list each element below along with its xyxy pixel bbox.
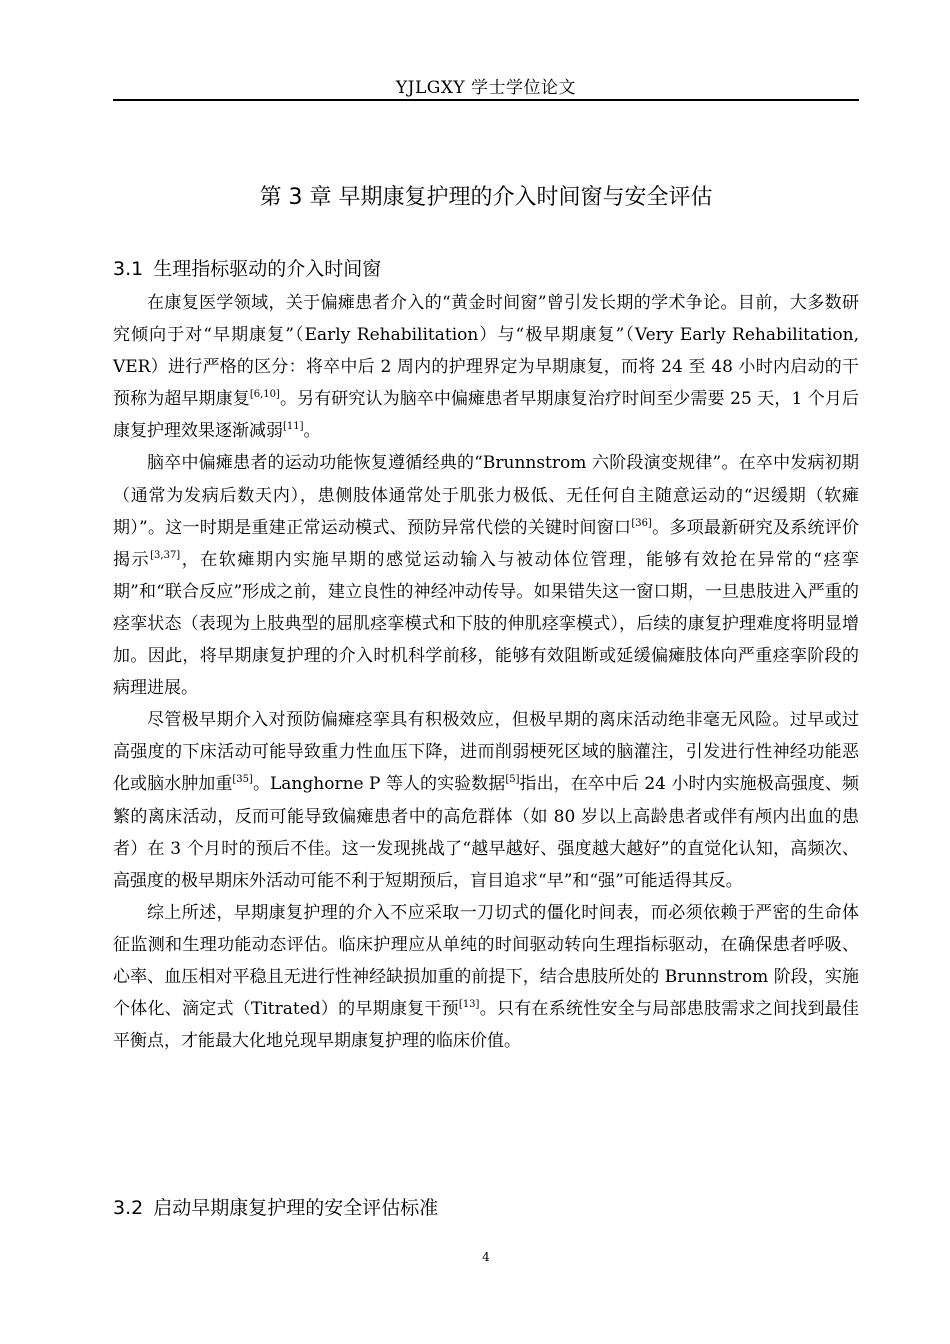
citation: [35] [232, 774, 253, 786]
paragraph-text: 尽管极早期介入对预防偏瘫痉挛具有积极效应，但极早期的离床活动绝非毫无风险。过早或过高强度的下床活动可能导致重力性血压下降，进而削弱梗死区域的脑灌注，引发进行性神经功能恶化或脑水肿加重 [113, 710, 859, 795]
paragraph-text: 。多项最新研究及系统评价揭示 [113, 517, 859, 570]
paragraph [113, 897, 859, 1057]
citation: [13] [458, 999, 480, 1011]
paragraph-text: 。另有研究认为脑卒中偏瘫患者早期康复治疗时间至少需要 25 天，1 个月后康复护理效果逐渐减弱 [113, 389, 859, 442]
paragraph-text: 。 [303, 421, 321, 442]
paragraph-text: 。Langhorne P 等人的实验数据 [252, 774, 506, 795]
citation: [5] [505, 774, 520, 786]
section-title: 启动早期康复护理的安全评估标准 [153, 1197, 439, 1219]
section-heading-3-2 [113, 1193, 859, 1220]
section-heading-3-1 [113, 254, 859, 281]
citation: [6,10] [249, 389, 280, 401]
paragraph-text: ，在软瘫期内实施早期的感觉运动输入与被动体位管理，能够有效抢在异常的“痉挛期”和“联合反应”形成之前，建立良性的神经冲动传导。如果错失这一窗口期，一旦患肢进入严重的痉挛状态（表现为上肢典型的屈肌痉挛模式和下肢的伸肌痉挛模式），后续的康复护理难度将明显增加。因此，将早期康复护理的介入时机科学前移，能够有效阻断或延缓偏瘫肢体向严重痉挛阶段的病理进展。 [113, 549, 859, 699]
page-number: 4 [482, 1250, 490, 1264]
citation: [36] [631, 517, 652, 529]
chapter-title: 第 3 章 早期康复护理的介入时间窗与安全评估 [259, 185, 713, 210]
paragraph [113, 704, 859, 897]
paragraph-text: 在康复医学领域，关于偏瘫患者介入的“黄金时间窗”曾引发长期的学术争论。目前，大多数研究倾向于对“早期康复”（Early Rehabilitation）与“极早期康复”（Very Early Rehabilitation, VER）进行严格的区分：将卒中后 2 周内的护理界定为早期康复，而将 24 至 48 小时内启动的干预称为超早期康复 [113, 293, 859, 410]
paragraph-text: 。只有在系统性安全与局部患肢需求之间找到最佳平衡点，才能最大化地兑现早期康复护理的临床价值。 [113, 999, 859, 1052]
paragraph-text: 指出，在卒中后 24 小时内实施极高强度、频繁的离床活动，反而可能导致偏瘫患者中的高危群体（如 80 岁以上高龄患者或伴有颅内出血的患者）在 3 个月时的预后不佳。这一发现挑战了“越早越好、强度越大越好”的直觉化认知，高频次、高强度的极早期床外活动可能不利于短期预后，盲目追求“早”和“强”可能适得其反。 [113, 774, 859, 891]
header-divider [113, 99, 859, 101]
section-number: 3.1 [113, 258, 144, 280]
paragraph-text: 脑卒中偏瘫患者的运动功能恢复遵循经典的“Brunnstrom 六阶段演变规律”。在卒中发病初期（通常为发病后数天内），患侧肢体通常处于肌张力极低、无任何自主随意运动的“迟缓期（软瘫期）”。这一时期是重建正常运动模式、预防异常代偿的关键时间窗口 [113, 453, 859, 538]
paragraph-text: 综上所述，早期康复护理的介入不应采取一刀切式的僵化时间表，而必须依赖于严密的生命体征监测和生理功能动态评估。临床护理应从单纯的时间驱动转向生理指标驱动，在确保患者呼吸、心率、血压相对平稳且无进行性神经缺损加重的前提下，结合患肢所处的 Brunnstrom 阶段，实施个体化、滴定式（Titrated）的早期康复干预 [113, 902, 859, 1020]
citation: [11] [283, 421, 304, 433]
paragraph [113, 287, 859, 447]
citation: [3,37] [150, 549, 181, 561]
running-header: YJLGXY 学士学位论文 [395, 78, 577, 98]
paragraph [113, 447, 859, 704]
body-text [113, 287, 859, 1057]
section-number: 3.2 [113, 1197, 144, 1219]
section-title: 生理指标驱动的介入时间窗 [153, 258, 382, 280]
